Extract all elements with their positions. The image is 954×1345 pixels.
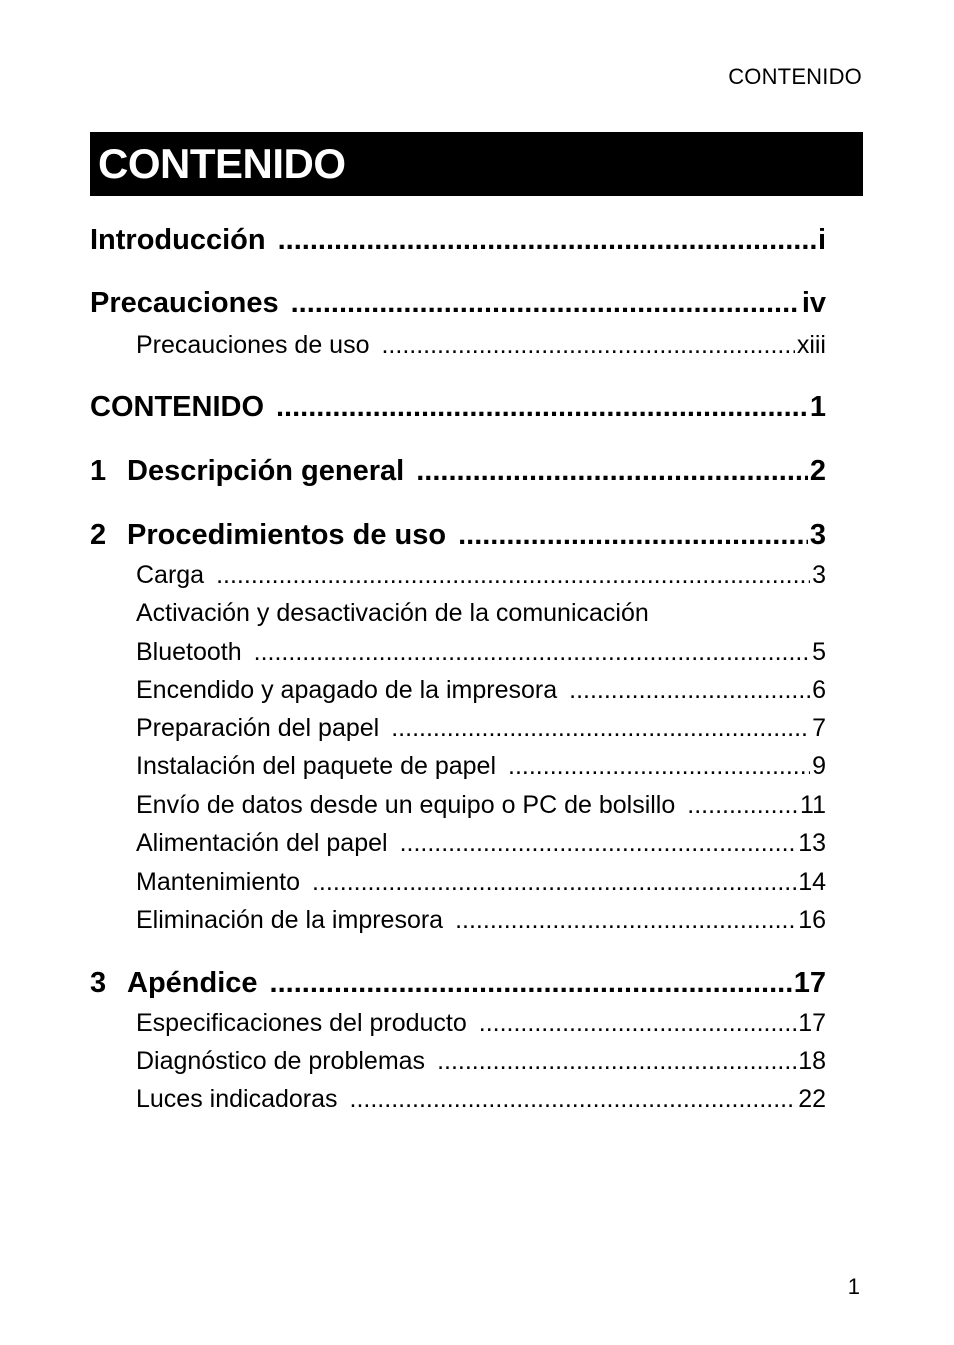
dot-leader xyxy=(312,868,796,897)
toc-entry-page: xiii xyxy=(796,331,826,359)
toc-entry-label: Introducción xyxy=(90,224,266,256)
dot-leader xyxy=(437,1047,796,1076)
dot-leader xyxy=(569,676,810,705)
dot-leader xyxy=(216,561,810,590)
dot-leader xyxy=(381,331,794,360)
toc-entry-page: 9 xyxy=(812,752,826,780)
toc-entry-diagnostico[interactable] xyxy=(136,1047,826,1076)
toc-entry-page: 22 xyxy=(798,1085,826,1113)
toc-entry-luces[interactable] xyxy=(136,1085,826,1114)
page-number: 1 xyxy=(847,1274,860,1299)
toc-entry-chapter-2[interactable] xyxy=(90,519,826,552)
toc-entry-introduccion[interactable] xyxy=(90,224,826,257)
dot-leader xyxy=(479,1009,796,1038)
toc-entry-activacion-line-1[interactable]: Activación y desactivación de la comunicación xyxy=(136,599,649,627)
toc-entry-precauciones[interactable] xyxy=(90,287,826,320)
toc-entry-page: i xyxy=(817,224,826,256)
toc-entry-label: Luces indicadoras xyxy=(136,1085,338,1113)
toc-entry-envio[interactable] xyxy=(136,791,826,820)
toc-entry-especificaciones[interactable] xyxy=(136,1009,826,1038)
dot-leader xyxy=(508,752,810,781)
toc-entry-label: Diagnóstico de problemas xyxy=(136,1047,426,1075)
toc-entry-page: 17 xyxy=(793,967,826,999)
toc-entry-page: 16 xyxy=(798,906,826,934)
dot-leader xyxy=(416,455,808,488)
toc-entry-label: Descripción general xyxy=(127,455,405,487)
toc-entry-label: Apéndice xyxy=(127,967,258,999)
toc-entry-page: 5 xyxy=(812,638,826,666)
toc-entry-page: 7 xyxy=(812,714,826,742)
dot-leader xyxy=(455,906,796,935)
page-title: CONTENIDO xyxy=(98,140,346,187)
dot-leader xyxy=(350,1085,797,1114)
toc-entry-instalacion[interactable] xyxy=(136,752,826,781)
toc-entry-label: Carga xyxy=(136,561,205,589)
dot-leader xyxy=(391,714,810,743)
toc-entry-page: 3 xyxy=(812,561,826,589)
toc-entry-contenido[interactable] xyxy=(90,391,826,424)
chapter-number: 3 xyxy=(90,967,107,999)
toc-entry-label: Envío de datos desde un equipo o PC de bolsillo xyxy=(136,791,676,819)
toc-entry-label: CONTENIDO xyxy=(90,391,264,423)
dot-leader xyxy=(278,224,816,257)
toc-entry-precauciones-uso[interactable] xyxy=(136,331,826,360)
toc-entry-encendido[interactable] xyxy=(136,676,826,705)
dot-leader xyxy=(458,519,808,552)
toc-entry-page: iv xyxy=(801,287,826,319)
toc-entry-label: Procedimientos de uso xyxy=(127,519,447,551)
toc-entry-page: 14 xyxy=(798,868,826,896)
toc-entry-label: Alimentación del papel xyxy=(136,829,388,857)
toc-entry-label: Mantenimiento xyxy=(136,868,300,896)
dot-leader xyxy=(270,967,792,1000)
toc-entry-label: Precauciones xyxy=(90,287,279,319)
dot-leader xyxy=(400,829,797,858)
dot-leader xyxy=(291,287,800,320)
toc-entry-page: 11 xyxy=(800,791,826,819)
toc-entry-chapter-3[interactable] xyxy=(90,967,826,1000)
toc-entry-label: Precauciones de uso xyxy=(136,331,370,359)
title-bar xyxy=(90,132,863,196)
toc-entry-page: 6 xyxy=(812,676,826,704)
toc-entry-label: Preparación del papel xyxy=(136,714,380,742)
toc-entry-page: 18 xyxy=(798,1047,826,1075)
dot-leader xyxy=(687,791,798,820)
toc-entry-label: Especificaciones del producto xyxy=(136,1009,467,1037)
dot-leader xyxy=(254,638,810,667)
toc-entry-mantenimiento[interactable] xyxy=(136,868,826,897)
dot-leader xyxy=(276,391,808,424)
toc-entry-preparacion[interactable] xyxy=(136,714,826,743)
running-header: CONTENIDO xyxy=(728,64,862,89)
toc-entry-alimentacion[interactable] xyxy=(136,829,826,858)
toc-entry-page: 2 xyxy=(809,455,826,487)
toc-entry-label: Eliminación de la impresora xyxy=(136,906,444,934)
toc-entry-page: 1 xyxy=(809,391,826,423)
toc-entry-page: 17 xyxy=(798,1009,826,1037)
toc-entry-label: Encendido y apagado de la impresora xyxy=(136,676,558,704)
chapter-number: 2 xyxy=(90,519,107,551)
toc-entry-activacion-bluetooth[interactable] xyxy=(136,638,826,667)
toc-entry-label: Instalación del paquete de papel xyxy=(136,752,497,780)
toc-entry-page: 3 xyxy=(809,519,826,551)
toc-entry-chapter-1[interactable] xyxy=(90,455,826,488)
toc-entry-page: 13 xyxy=(798,829,826,857)
toc-entry-eliminacion[interactable] xyxy=(136,906,826,935)
toc-entry-carga[interactable] xyxy=(136,561,826,590)
chapter-number: 1 xyxy=(90,455,107,487)
toc-entry-label: Bluetooth xyxy=(136,638,242,666)
